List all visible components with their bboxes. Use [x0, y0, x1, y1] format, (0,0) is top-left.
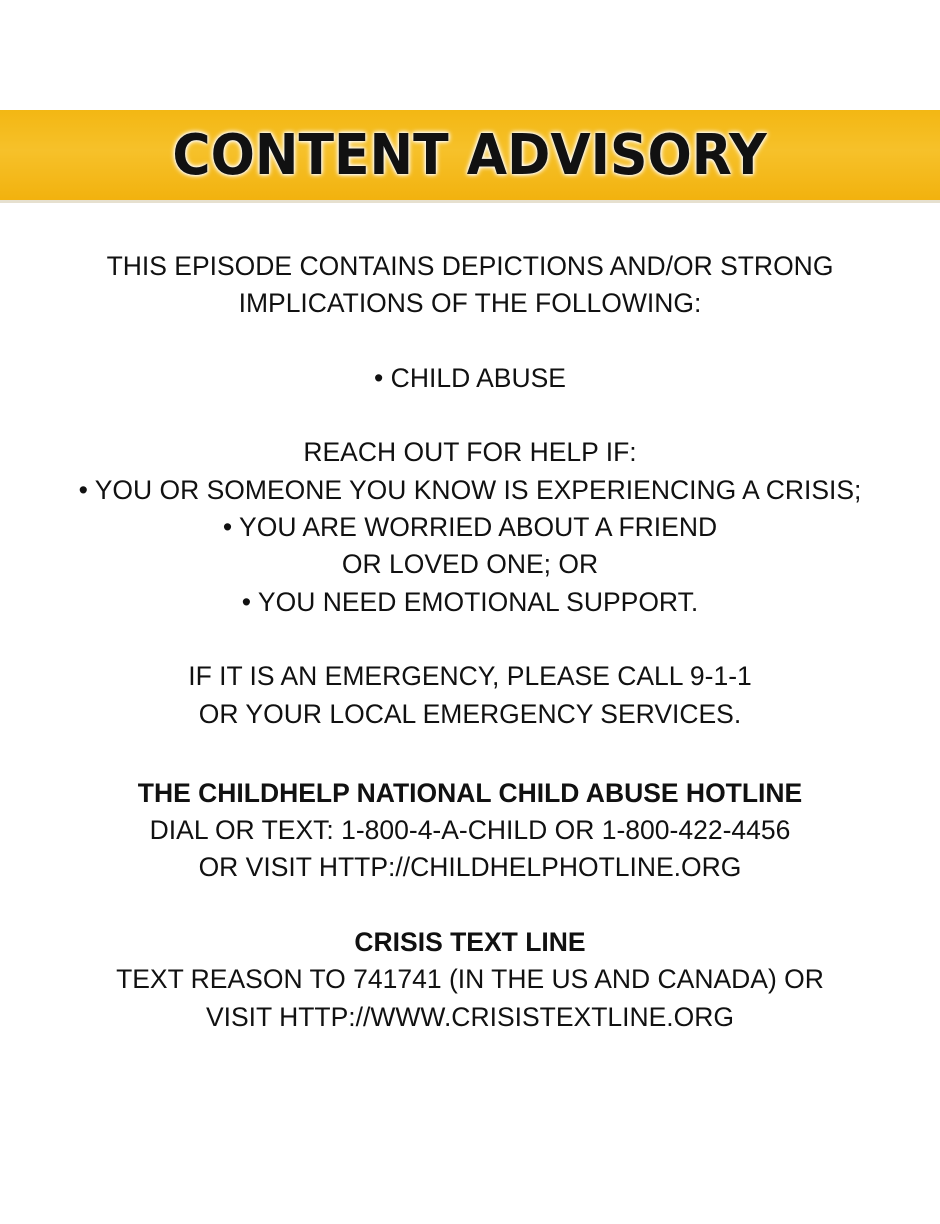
crisis-line-1: TEXT REASON TO 741741 (IN THE US AND CANADA) OR — [116, 964, 824, 995]
childhelp-line-1: DIAL OR TEXT: 1-800-4-A-CHILD OR 1-800-422-4456 — [149, 815, 791, 846]
emergency-line-1: IF IT IS AN EMERGENCY, PLEASE CALL 9-1-1 — [188, 661, 752, 692]
help-heading: REACH OUT FOR HELP IF: — [303, 437, 637, 468]
childhelp-line-2: OR VISIT HTTP://CHILDHELPHOTLINE.ORG — [198, 852, 742, 883]
advisory-body — [0, 248, 940, 1036]
help-item: • YOU OR SOMEONE YOU KNOW IS EXPERIENCING A CRISIS; — [78, 474, 862, 505]
emergency-line-2: OR YOUR LOCAL EMERGENCY SERVICES. — [198, 698, 742, 729]
content-advisory-banner — [0, 110, 940, 203]
topic-item: • CHILD ABUSE — [374, 362, 566, 393]
banner-title: CONTENT ADVISORY — [172, 122, 768, 188]
help-item: • YOU NEED EMOTIONAL SUPPORT. — [241, 586, 699, 617]
help-item: • YOU ARE WORRIED ABOUT A FRIEND — [222, 512, 718, 543]
crisis-title: CRISIS TEXT LINE — [354, 927, 586, 958]
help-item: OR LOVED ONE; OR — [341, 549, 599, 580]
childhelp-title: THE CHILDHELP NATIONAL CHILD ABUSE HOTLINE — [137, 777, 803, 808]
intro-line-1: THIS EPISODE CONTAINS DEPICTIONS AND/OR STRONG — [106, 251, 834, 281]
crisis-line-2: VISIT HTTP://WWW.CRISISTEXTLINE.ORG — [205, 1001, 735, 1032]
intro-line-2: IMPLICATIONS OF THE FOLLOWING: — [238, 288, 702, 319]
